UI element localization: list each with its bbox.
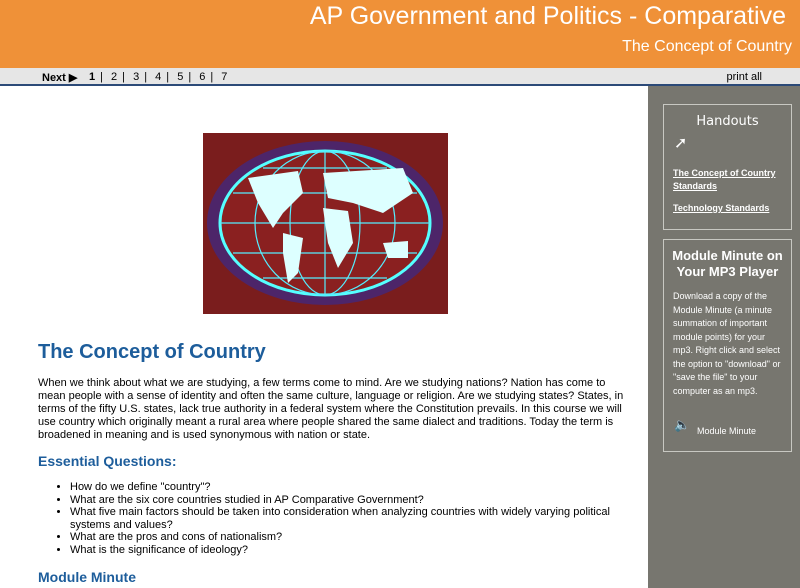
intro-paragraph: When we think about what we are studying, a few terms come to mind. Are we studying nations? Nation has come to mean people with a sense of identity and often the same culture, language or religion. Are we studying states? States, in terms of the fifty U.S. states, lack true authority in a federal system where the Constitution prevails. In this course we will use country which originally meant a rural area where people shared the same dialect and traditions. Today the term is broadened in meaning and is used synonymous with nation or state. [38,377,624,441]
handouts-title: Handouts [696,114,759,129]
essential-questions-heading: Essential Questions: [38,453,177,469]
concept-standards-link[interactable]: The Concept of Country Standards [673,168,776,191]
technology-standards-link[interactable]: Technology Standards [673,203,770,213]
page-3-link[interactable]: 3 [133,71,140,83]
sidebar [648,86,800,588]
separator: | [100,71,103,83]
list-item: • What are the six core countries studied in AP Comparative Government? [70,494,630,507]
separator: | [144,71,148,83]
header [0,0,800,68]
page-5-link[interactable]: 5 [177,71,184,83]
questions-list [70,481,630,556]
handouts-box [663,104,792,230]
next-link[interactable]: Next ▶ [42,72,78,84]
page-4-link[interactable]: 4 [155,71,162,83]
page-subtitle: The Concept of Country [622,38,792,55]
page-7-link[interactable]: 7 [221,71,228,83]
list-item: • How do we define "country"? [70,481,630,494]
separator: | [166,71,170,83]
list-item: • What five main factors should be taken into consideration when analyzing countries with widely varying political systems and values? [70,506,630,531]
module-minute-text: Download a copy of the Module Minute (a minute summation of important module points) for your mp3. Right click and select the option to "download" or "save the file" to your computer as an mp3. [673,291,781,396]
course-title: AP Government and Politics - Comparative [309,2,786,30]
page-6-link[interactable]: 6 [199,71,206,83]
page-heading: The Concept of Country [38,341,266,363]
module-minute-heading: Module Minute [38,569,136,585]
speaker-icon[interactable]: 🔈 [674,417,691,432]
module-minute-box [663,239,792,452]
print-all-link[interactable]: print all [726,71,762,83]
list-item: • What are the pros and cons of nationalism? [70,531,630,544]
separator: | [188,71,192,83]
cursor-arrow-icon: ➚ [674,135,688,152]
page-1-link[interactable]: 1 [89,71,96,83]
module-minute-link[interactable]: Module Minute [697,426,757,436]
world-map-image [203,133,448,314]
page-2-link[interactable]: 2 [111,71,118,83]
page-links [89,71,232,83]
module-minute-title: Module Minute on Your MP3 Player [672,248,783,279]
page-nav [0,68,800,86]
separator: | [210,71,214,83]
list-item: • What is the significance of ideology? [70,544,630,557]
separator: | [122,71,126,83]
